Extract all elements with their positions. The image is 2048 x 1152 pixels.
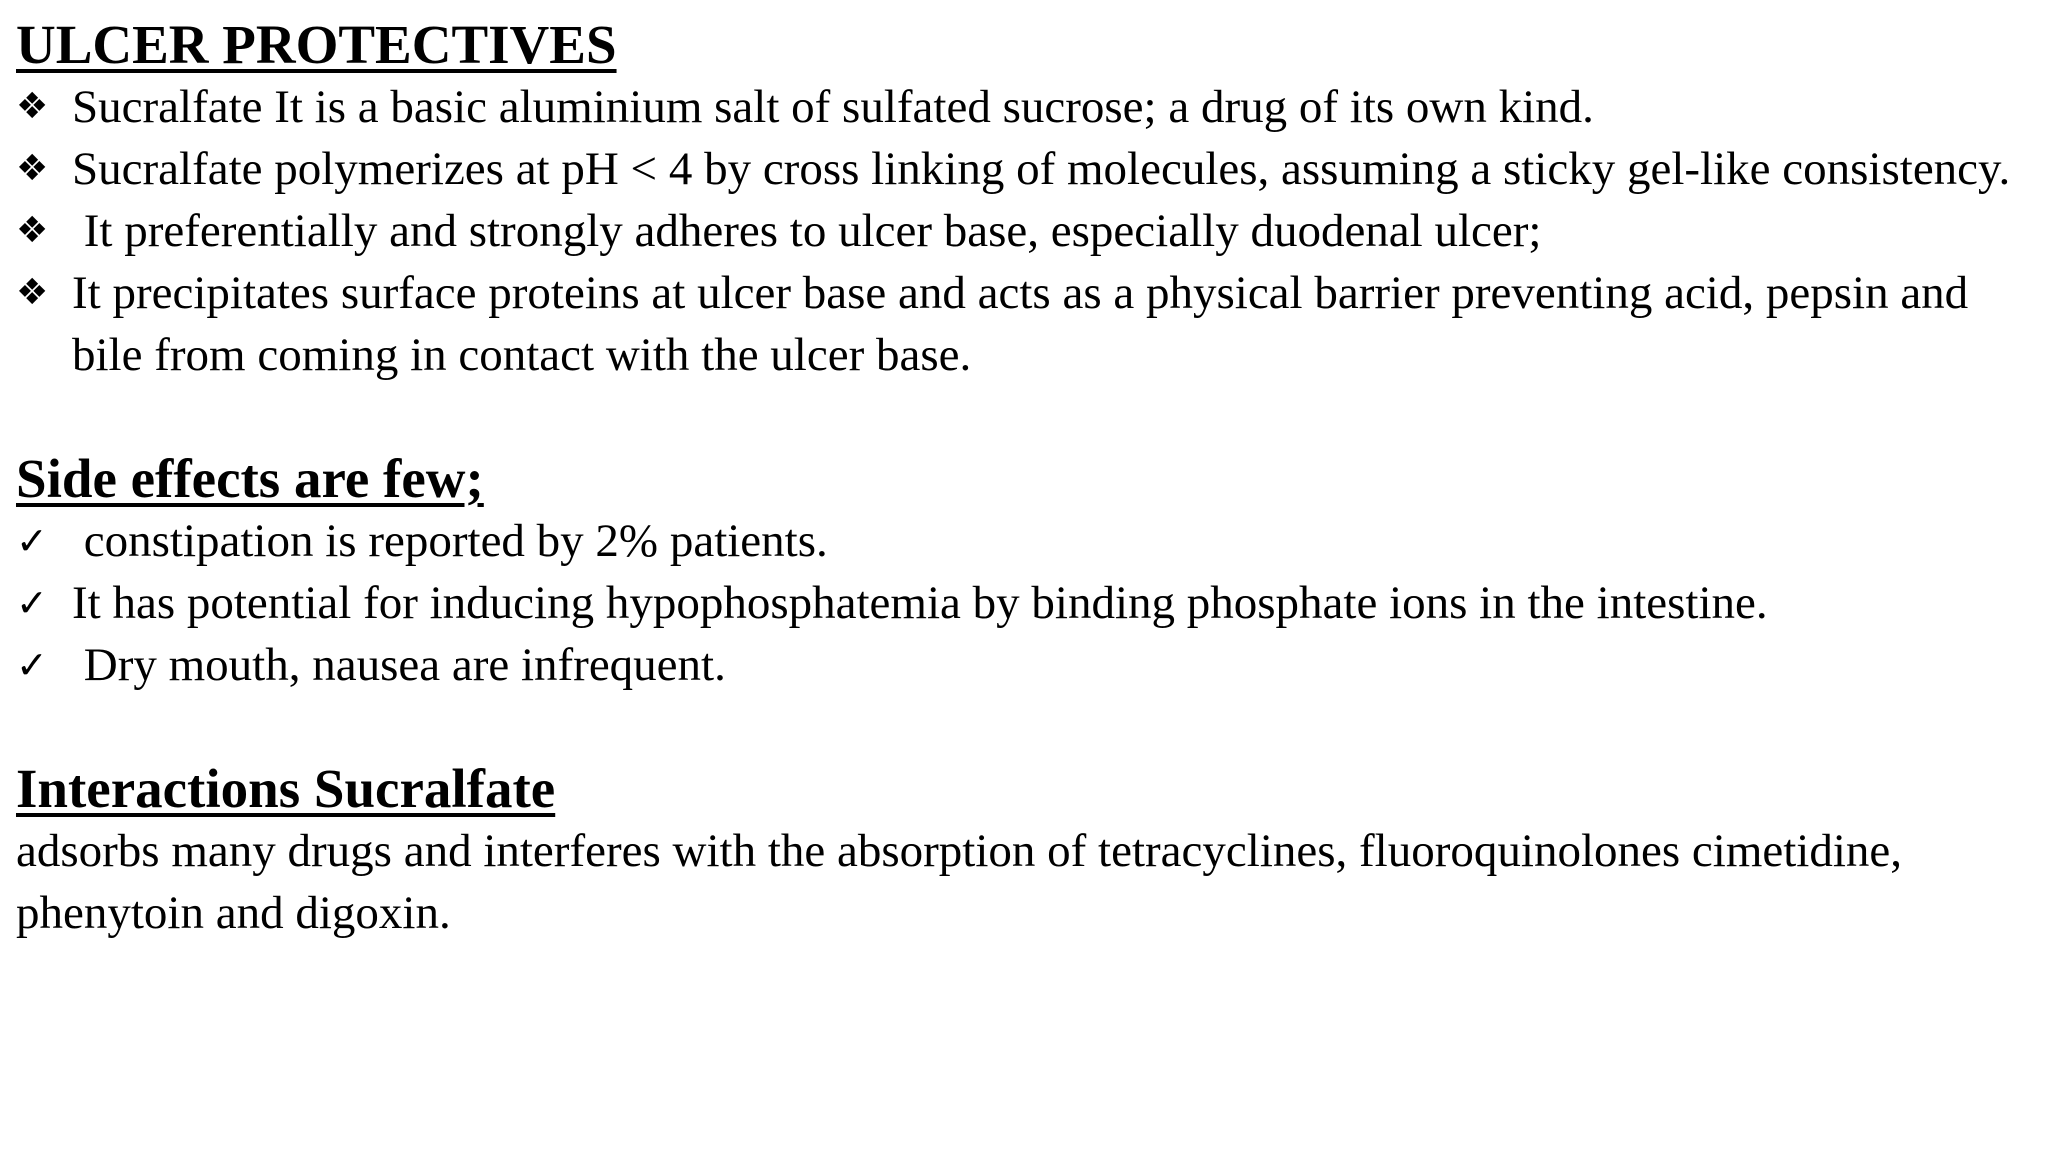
checkmark-bullet-icon: ✓ xyxy=(16,519,48,563)
list-item-text: Sucralfate polymerizes at pH < 4 by cross linking of molecules, assuming a sticky gel-like consistency. xyxy=(72,143,2011,195)
checkmark-bullet-icon: ✓ xyxy=(16,581,48,625)
list-item-text: Dry mouth, nausea are infrequent. xyxy=(72,639,726,691)
list-item xyxy=(16,200,2032,262)
list-item xyxy=(16,262,2012,386)
list-item xyxy=(16,572,1962,634)
side-effects-list xyxy=(16,510,2048,696)
interactions-paragraph: adsorbs many drugs and interferes with the absorption of tetracyclines, fluoroquinolones cimetidine, phenytoin and digoxin. xyxy=(16,825,1903,939)
diamond-bullet-icon: ❖ xyxy=(16,272,49,313)
list-item-text: It precipitates surface proteins at ulcer base and acts as a physical barrier preventing acid, pepsin and bile from coming in contact with the ulcer base. xyxy=(72,267,1969,381)
list-item xyxy=(16,634,2032,696)
list-item-text: It has potential for inducing hypophosphatemia by binding phosphate ions in the intestine. xyxy=(72,577,1768,629)
diamond-bullet-icon: ❖ xyxy=(16,86,49,127)
list-item-text: It preferentially and strongly adheres to ulcer base, especially duodenal ulcer; xyxy=(72,205,1542,257)
list-item-text: constipation is reported by 2% patients. xyxy=(72,515,828,567)
list-item xyxy=(16,76,2032,138)
diamond-bullet-icon: ❖ xyxy=(16,148,49,189)
diamond-bullet-icon: ❖ xyxy=(16,210,49,251)
interactions-heading: Interactions Sucralfate xyxy=(16,758,556,819)
ulcer-protectives-list xyxy=(16,76,2048,386)
checkmark-bullet-icon: ✓ xyxy=(16,643,48,687)
list-item-text: Sucralfate It is a basic aluminium salt of sulfated sucrose; a drug of its own kind. xyxy=(72,81,1594,133)
list-item xyxy=(16,510,2032,572)
side-effects-heading: Side effects are few; xyxy=(16,448,484,509)
ulcer-protectives-heading: ULCER PROTECTIVES xyxy=(16,14,617,75)
list-item xyxy=(16,138,2012,200)
section-spacer xyxy=(16,696,2048,758)
section-spacer xyxy=(16,386,2048,448)
